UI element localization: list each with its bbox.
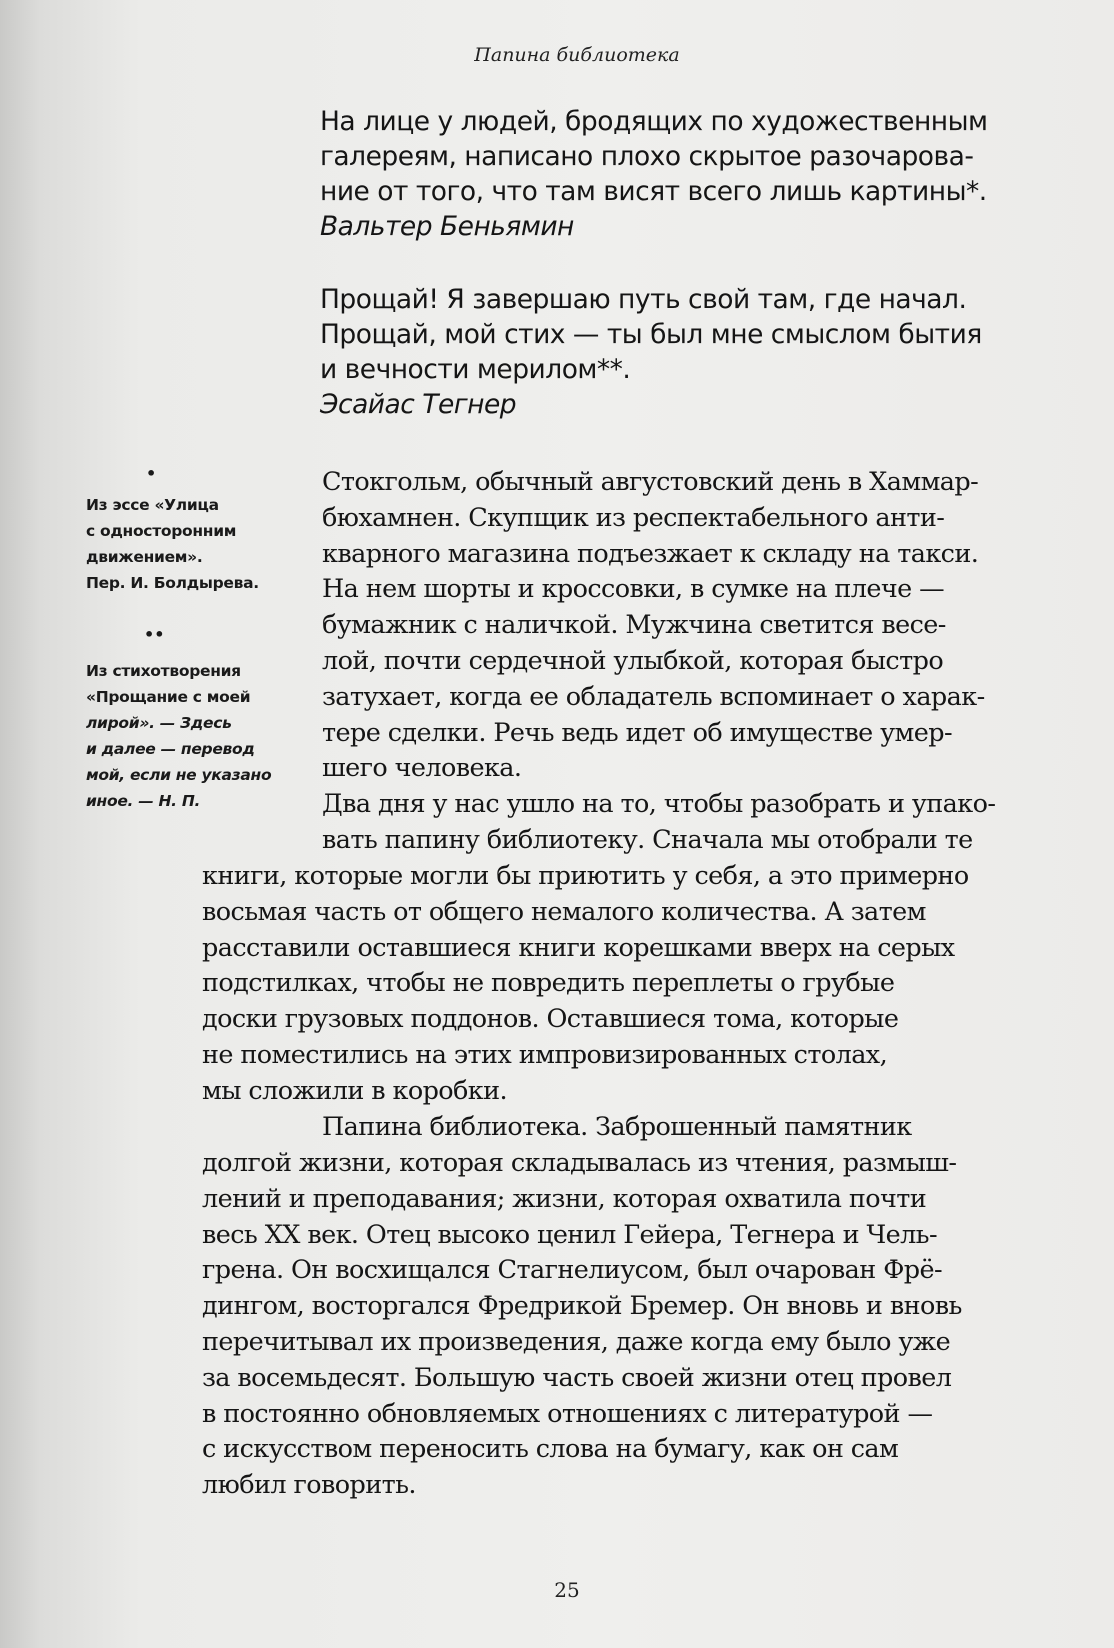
- text-line: не поместились на этих импровизированных столах,: [202, 1039, 888, 1070]
- text-line: вать папину библиотеку. Сначала мы отобрали те: [322, 825, 973, 855]
- footnote-line: с односторонним: [86, 522, 237, 540]
- paragraph-3: [202, 1146, 962, 1504]
- epigraph-tegner: [320, 282, 1040, 422]
- text-line: затухает, когда ее обладатель вспоминает о харак-: [322, 681, 985, 712]
- text-line: Папина библиотека. Заброшенный памятник: [322, 1112, 912, 1142]
- epigraph-line: На лице у людей, бродящих по художественным: [320, 106, 988, 137]
- text-line: лений и преподавания; жизни, которая охватила почти: [202, 1183, 927, 1214]
- text-line: На нем шорты и кроссовки, в сумке на плече —: [322, 574, 945, 605]
- page-number: 25: [554, 1578, 580, 1602]
- footnote-line: Из стихотворения: [86, 662, 241, 680]
- text-line: мы сложили в коробки.: [202, 1075, 508, 1106]
- epigraph-author: Вальтер Беньямин: [320, 211, 574, 242]
- text-line: шего человека.: [322, 753, 522, 784]
- text-line: весь XX век. Отец высоко ценил Гейера, Тегнера и Чель-: [202, 1219, 937, 1250]
- text-line: бюхамнен. Скупщик из респектабельного анти-: [322, 502, 945, 533]
- text-line: книги, которые могли бы приютить у себя, а это примерно: [202, 861, 969, 891]
- text-line: дингом, восторгался Фредрикой Бремер. Он вновь и вновь: [202, 1291, 962, 1322]
- footnote-line: мой, если не указано: [86, 766, 272, 784]
- paragraph-1: [322, 465, 995, 823]
- text-line: лой, почти сердечной улыбкой, которая быстро: [322, 645, 944, 676]
- paragraph-2-first-line: [322, 823, 973, 859]
- footnote-marker: ••: [144, 625, 165, 644]
- footnote-line: «Прощание с моей: [86, 688, 251, 706]
- text-line: кварного магазина подъезжает к складу на такси.: [322, 538, 979, 569]
- text-line: бумажник с наличкой. Мужчина светится весе-: [322, 610, 946, 641]
- footnote-2: [86, 658, 271, 814]
- paragraph-2: [202, 859, 969, 1110]
- epigraph-line: Прощай! Я завершаю путь свой там, где начал.: [320, 284, 967, 315]
- epigraph-line: галереям, написано плохо скрытое разочарова-: [320, 141, 974, 172]
- footnote-line: лирой». — Здесь: [86, 714, 232, 732]
- text-line: доски грузовых поддонов. Оставшиеся тома, которые: [202, 1004, 899, 1035]
- text-line: с искусством переносить слова на бумагу, как он сам: [202, 1434, 899, 1465]
- text-line: любил говорить.: [202, 1470, 416, 1501]
- running-head: Папина библиотека: [474, 44, 680, 66]
- text-line: долгой жизни, которая складывалась из чтения, размыш-: [202, 1148, 957, 1178]
- text-line: восьмая часть от общего немалого количества. А затем: [202, 896, 926, 927]
- epigraph-line: ние от того, что там висят всего лишь картины*.: [320, 176, 987, 207]
- paragraph-3-first-line: [322, 1110, 912, 1146]
- text-line: перечитывал их произведения, даже когда ему было уже: [202, 1326, 951, 1357]
- footnote-line: Из эссе «Улица: [86, 496, 219, 514]
- footnote-marker: •: [146, 464, 157, 483]
- epigraph-line: Прощай, мой стих — ты был мне смыслом бытия: [320, 319, 982, 350]
- footnote-line: движением».: [86, 548, 203, 566]
- text-line: тере сделки. Речь ведь идет об имуществе умер-: [322, 717, 953, 748]
- footnote-line: и далее — перевод: [86, 740, 255, 758]
- text-line: подстилках, чтобы не повредить переплеты о грубые: [202, 968, 895, 999]
- epigraph-author: Эсайас Тегнер: [320, 389, 517, 420]
- text-line: в постоянно обновляемых отношениях с литературой —: [202, 1398, 933, 1429]
- text-line: Стокгольм, обычный августовский день в Хаммар-: [322, 467, 979, 497]
- footnote-1: [86, 492, 259, 596]
- text-line: расставили оставшиеся книги корешками вверх на серых: [202, 932, 955, 963]
- footnote-line: Пер. И. Болдырева.: [86, 574, 259, 592]
- footnote-line: иное. — Н. П.: [86, 792, 201, 810]
- epigraph-line: и вечности мерилом**.: [320, 354, 631, 385]
- epigraph-benjamin: [320, 104, 1040, 244]
- text-line: за восемьдесят. Большую часть своей жизни отец провел: [202, 1362, 952, 1393]
- text-line: грена. Он восхищался Стагнелиусом, был очарован Фрё-: [202, 1255, 942, 1286]
- text-line: Два дня у нас ушло на то, чтобы разобрать и упако-: [322, 789, 996, 820]
